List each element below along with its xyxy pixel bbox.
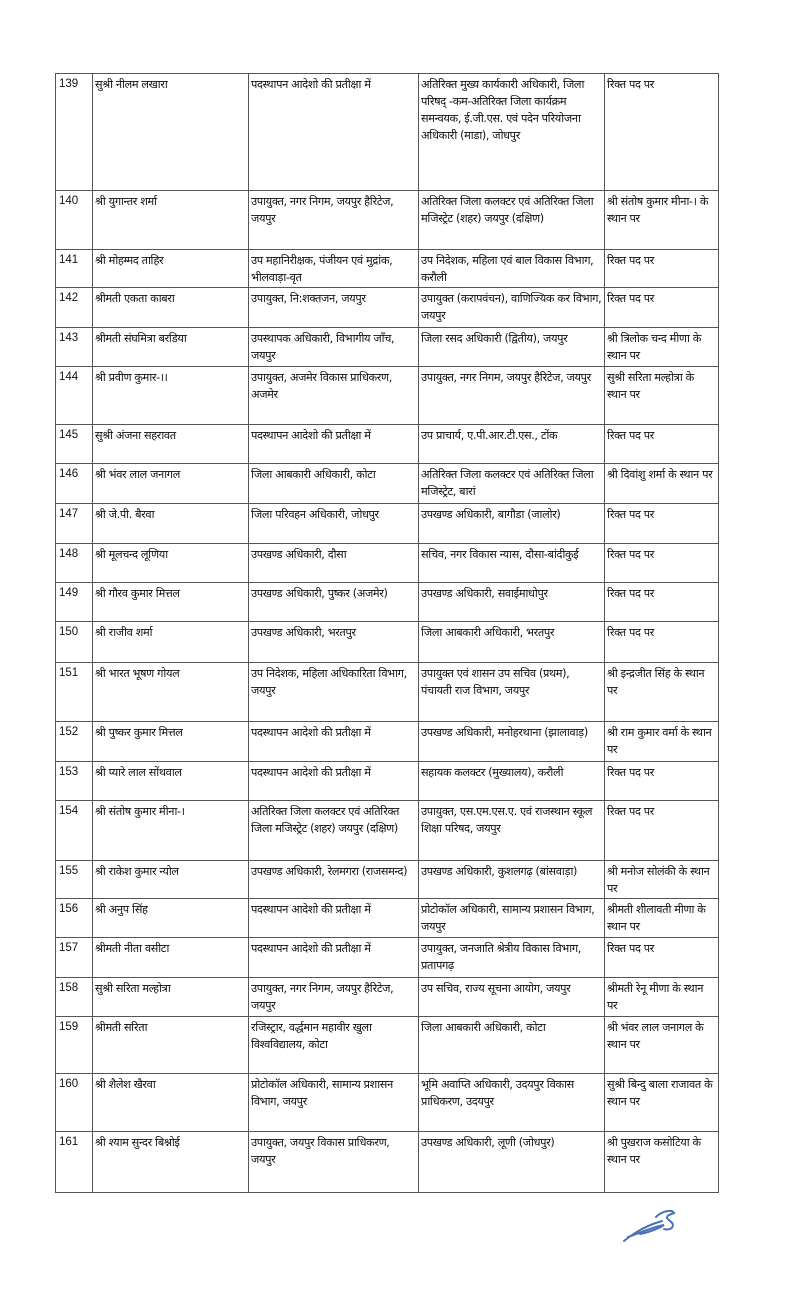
remark: श्रीमती शीलावती मीणा के स्थान पर	[605, 899, 719, 938]
table-row	[56, 1074, 719, 1132]
new-posting: अतिरिक्त मुख्य कार्यकारी अधिकारी, जिला परिषद् -कम-अतिरिक्त जिला कार्यक्रम समन्वयक, ई.जी.एस. एवं पदेन परियोजना अधिकारी (माडा), जोधपुर	[419, 74, 605, 191]
table-row	[56, 861, 719, 899]
officer-name: श्री जे.पी. बैरवा	[93, 504, 249, 544]
new-posting: सचिव, नगर विकास न्यास, दौसा-बांदीकुई	[419, 544, 605, 583]
new-posting: उप निदेशक, महिला एवं बाल विकास विभाग, करौली	[419, 250, 605, 288]
officer-name: सुश्री अंजना सहरावत	[93, 425, 249, 464]
table-row	[56, 762, 719, 801]
new-posting: जिला आबकारी अधिकारी, कोटा	[419, 1017, 605, 1074]
table-row	[56, 978, 719, 1017]
new-posting: जिला रसद अधिकारी (द्वितीय), जयपुर	[419, 328, 605, 367]
table-row	[56, 1132, 719, 1193]
serial-number: 142	[56, 288, 93, 328]
officer-name: सुश्री नीलम लखारा	[93, 74, 249, 191]
remark: श्री इन्द्रजीत सिंह के स्थान पर	[605, 663, 719, 722]
new-posting: उपखण्ड अधिकारी, कुशलगढ़ (बांसवाड़ा)	[419, 861, 605, 899]
table-row	[56, 288, 719, 328]
remark: रिक्त पद पर	[605, 938, 719, 978]
current-posting: जिला आबकारी अधिकारी, कोटा	[249, 464, 419, 504]
current-posting: उप महानिरीक्षक, पंजीयन एवं मुद्रांक, भीलवाड़ा-वृत	[249, 250, 419, 288]
current-posting: उपायुक्त, जयपुर विकास प्राधिकरण, जयपुर	[249, 1132, 419, 1193]
remark: रिक्त पद पर	[605, 74, 719, 191]
table-row	[56, 74, 719, 191]
remark: श्रीमती रेनू मीणा के स्थान पर	[605, 978, 719, 1017]
table-row	[56, 1017, 719, 1074]
remark: रिक्त पद पर	[605, 583, 719, 622]
current-posting: उपायुक्त, नगर निगम, जयपुर हैरिटेज, जयपुर	[249, 191, 419, 250]
remark: श्री मनोज सोलंकी के स्थान पर	[605, 861, 719, 899]
serial-number: 149	[56, 583, 93, 622]
table-row	[56, 622, 719, 663]
current-posting: उपायुक्त, अजमेर विकास प्राधिकरण, अजमेर	[249, 367, 419, 425]
new-posting: उपखण्ड अधिकारी, सवाईमाधोपुर	[419, 583, 605, 622]
serial-number: 160	[56, 1074, 93, 1132]
remark: रिक्त पद पर	[605, 622, 719, 663]
serial-number: 139	[56, 74, 93, 191]
current-posting: प्रोटोकॉल अधिकारी, सामान्य प्रशासन विभाग, जयपुर	[249, 1074, 419, 1132]
table-row	[56, 504, 719, 544]
officer-name: श्री भारत भूषण गोयल	[93, 663, 249, 722]
remark: रिक्त पद पर	[605, 801, 719, 861]
current-posting: पदस्थापन आदेशो की प्रतीक्षा में	[249, 762, 419, 801]
remark: श्री भंवर लाल जनागल के स्थान पर	[605, 1017, 719, 1074]
new-posting: उपायुक्त, जनजाति श्रेत्रीय विकास विभाग, प्रतापगढ़	[419, 938, 605, 978]
officer-name: श्री अनुप सिंह	[93, 899, 249, 938]
serial-number: 159	[56, 1017, 93, 1074]
serial-number: 153	[56, 762, 93, 801]
table-row	[56, 663, 719, 722]
current-posting: जिला परिवहन अधिकारी, जोधपुर	[249, 504, 419, 544]
serial-number: 154	[56, 801, 93, 861]
current-posting: उपखण्ड अधिकारी, पुष्कर (अजमेर)	[249, 583, 419, 622]
officer-name: श्री शैलेश खैरवा	[93, 1074, 249, 1132]
table-row	[56, 722, 719, 762]
table-row	[56, 583, 719, 622]
serial-number: 150	[56, 622, 93, 663]
officer-name: श्री भंवर लाल जनागल	[93, 464, 249, 504]
remark: श्री दिवांशु शर्मा के स्थान पर	[605, 464, 719, 504]
remark: सुश्री बिन्दु बाला राजावत के स्थान पर	[605, 1074, 719, 1132]
new-posting: उपखण्ड अधिकारी, बागौडा (जालोर)	[419, 504, 605, 544]
serial-number: 151	[56, 663, 93, 722]
table-row	[56, 328, 719, 367]
current-posting: उपखण्ड अधिकारी, भरतपुर	[249, 622, 419, 663]
signature	[618, 1203, 688, 1245]
officer-name: श्रीमती संघमित्रा बरडिया	[93, 328, 249, 367]
remark: श्री त्रिलोक चन्द मीणा के स्थान पर	[605, 328, 719, 367]
current-posting: उपखण्ड अधिकारी, दौसा	[249, 544, 419, 583]
serial-number: 161	[56, 1132, 93, 1193]
officer-name: श्री संतोष कुमार मीना-।	[93, 801, 249, 861]
current-posting: पदस्थापन आदेशो की प्रतीक्षा में	[249, 722, 419, 762]
remark: रिक्त पद पर	[605, 504, 719, 544]
officer-name: श्री प्रवीण कुमार-।।	[93, 367, 249, 425]
table-row	[56, 367, 719, 425]
transfer-list-table	[55, 73, 719, 1193]
serial-number: 158	[56, 978, 93, 1017]
table-row	[56, 464, 719, 504]
serial-number: 141	[56, 250, 93, 288]
new-posting: अतिरिक्त जिला कलक्टर एवं अतिरिक्त जिला मजिस्ट्रेट (शहर) जयपुर (दक्षिण)	[419, 191, 605, 250]
new-posting: सहायक कलक्टर (मुख्यालय), करौली	[419, 762, 605, 801]
current-posting: पदस्थापन आदेशो की प्रतीक्षा में	[249, 938, 419, 978]
officer-name: श्री मूलचन्द लूणिया	[93, 544, 249, 583]
new-posting: भूमि अवाप्ति अधिकारी, उदयपुर विकास प्राधिकरण, उदयपुर	[419, 1074, 605, 1132]
officer-name: सुश्री सरिता मल्होत्रा	[93, 978, 249, 1017]
new-posting: उपखण्ड अधिकारी, लूणी (जोधपुर)	[419, 1132, 605, 1193]
officer-name: श्रीमती सरिता	[93, 1017, 249, 1074]
new-posting: उप प्राचार्य, ए.पी.आर.टी.एस., टोंक	[419, 425, 605, 464]
officer-name: श्री युगान्तर शर्मा	[93, 191, 249, 250]
officer-name: श्री राकेश कुमार न्योल	[93, 861, 249, 899]
new-posting: प्रोटोकॉल अधिकारी, सामान्य प्रशासन विभाग, जयपुर	[419, 899, 605, 938]
new-posting: उपायुक्त एवं शासन उप सचिव (प्रथम), पंचायती राज विभाग, जयपुर	[419, 663, 605, 722]
new-posting: उपायुक्त, एस.एम.एस.ए. एवं राजस्थान स्कूल शिक्षा परिषद, जयपुर	[419, 801, 605, 861]
serial-number: 146	[56, 464, 93, 504]
current-posting: रजिस्ट्रार, वर्द्धमान महावीर खुला विश्वविद्यालय, कोटा	[249, 1017, 419, 1074]
current-posting: उपखण्ड अधिकारी, रेलमगरा (राजसमन्द)	[249, 861, 419, 899]
new-posting: उपायुक्त, नगर निगम, जयपुर हैरिटेज, जयपुर	[419, 367, 605, 425]
new-posting: जिला आबकारी अधिकारी, भरतपुर	[419, 622, 605, 663]
table-row	[56, 938, 719, 978]
officer-name: श्री पुष्कर कुमार मित्तल	[93, 722, 249, 762]
serial-number: 145	[56, 425, 93, 464]
current-posting: उपायुक्त, नगर निगम, जयपुर हैरिटेज, जयपुर	[249, 978, 419, 1017]
serial-number: 152	[56, 722, 93, 762]
new-posting: उप सचिव, राज्य सूचना आयोग, जयपुर	[419, 978, 605, 1017]
current-posting: पदस्थापन आदेशो की प्रतीक्षा में	[249, 74, 419, 191]
officer-name: श्री मोहम्मद ताहिर	[93, 250, 249, 288]
table-row	[56, 544, 719, 583]
table-row	[56, 801, 719, 861]
current-posting: पदस्थापन आदेशो की प्रतीक्षा में	[249, 899, 419, 938]
serial-number: 144	[56, 367, 93, 425]
remark: रिक्त पद पर	[605, 288, 719, 328]
new-posting: उपायुक्त (करापवंचन), वाणिज्यिक कर विभाग, जयपुर	[419, 288, 605, 328]
current-posting: उपायुक्त, नि:शक्तजन, जयपुर	[249, 288, 419, 328]
table-row	[56, 425, 719, 464]
table-row	[56, 899, 719, 938]
officer-name: श्रीमती एकता काबरा	[93, 288, 249, 328]
signature-stroke	[624, 1211, 674, 1241]
remark: श्री पुखराज कसोटिया के स्थान पर	[605, 1132, 719, 1193]
remark: श्री राम कुमार वर्मा के स्थान पर	[605, 722, 719, 762]
table-row	[56, 191, 719, 250]
serial-number: 148	[56, 544, 93, 583]
remark: रिक्त पद पर	[605, 250, 719, 288]
serial-number: 143	[56, 328, 93, 367]
officer-name: श्री राजीव शर्मा	[93, 622, 249, 663]
remark: सुश्री सरिता मल्होत्रा के स्थान पर	[605, 367, 719, 425]
table-row	[56, 250, 719, 288]
serial-number: 157	[56, 938, 93, 978]
serial-number: 140	[56, 191, 93, 250]
officer-name: श्रीमती नीता वसीटा	[93, 938, 249, 978]
new-posting: उपखण्ड अधिकारी, मनोहरथाना (झालावाड़)	[419, 722, 605, 762]
serial-number: 155	[56, 861, 93, 899]
current-posting: पदस्थापन आदेशो की प्रतीक्षा में	[249, 425, 419, 464]
current-posting: उपस्थापक अधिकारी, विभागीय जाँच, जयपुर	[249, 328, 419, 367]
remark: श्री संतोष कुमार मीना-। के स्थान पर	[605, 191, 719, 250]
new-posting: अतिरिक्त जिला कलक्टर एवं अतिरिक्त जिला मजिस्ट्रेट, बारां	[419, 464, 605, 504]
remark: रिक्त पद पर	[605, 544, 719, 583]
current-posting: अतिरिक्त जिला कलक्टर एवं अतिरिक्त जिला मजिस्ट्रेट (शहर) जयपुर (दक्षिण)	[249, 801, 419, 861]
remark: रिक्त पद पर	[605, 762, 719, 801]
officer-name: श्री गौरव कुमार मित्तल	[93, 583, 249, 622]
serial-number: 147	[56, 504, 93, 544]
remark: रिक्त पद पर	[605, 425, 719, 464]
current-posting: उप निदेशक, महिला अधिकारिता विभाग, जयपुर	[249, 663, 419, 722]
serial-number: 156	[56, 899, 93, 938]
officer-name: श्री प्यारे लाल सोंथवाल	[93, 762, 249, 801]
officer-name: श्री श्याम सुन्दर बिश्नोई	[93, 1132, 249, 1193]
